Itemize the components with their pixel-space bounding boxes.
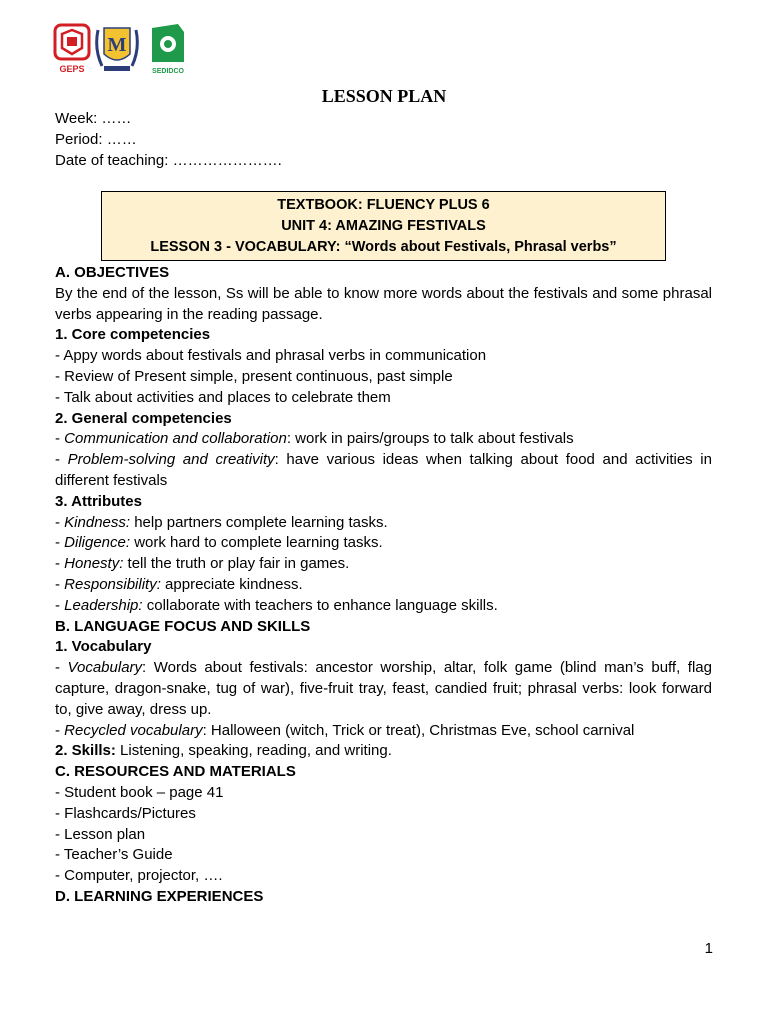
vocabulary-heading: 1. Vocabulary <box>55 638 152 656</box>
attribute-item: - Kindness: help partners complete learning tasks. <box>55 513 388 531</box>
attribute-item: - Responsibility: appreciate kindness. <box>55 575 303 593</box>
period-line: Period: …… <box>55 131 137 148</box>
resource-item: - Flashcards/Pictures <box>55 804 196 822</box>
resource-item: - Computer, projector, …. <box>55 867 223 885</box>
attribute-item: - Honesty: tell the truth or play fair in games. <box>55 555 350 573</box>
objectives-intro: By the end of the lesson, Ss will be able to know more words about the festivals and some phrasal verbs appearing in the reading passage. <box>55 284 712 323</box>
section-a-heading: A. OBJECTIVES <box>55 264 170 281</box>
attribute-item: - Leadership: collaborate with teachers to enhance language skills. <box>55 596 498 614</box>
sedidco-logo <box>148 22 188 76</box>
skills-line: 2. Skills: Listening, speaking, reading, and writing. <box>55 742 392 760</box>
textbook-header-box <box>101 191 666 261</box>
resource-item: - Student book – page 41 <box>55 783 224 801</box>
lesson-body <box>55 263 712 908</box>
core-competencies-heading: 1. Core competencies <box>55 326 211 344</box>
core-item: - Talk about activities and places to celebrate them <box>55 388 391 406</box>
core-item: - Review of Present simple, present continuous, past simple <box>55 367 453 385</box>
section-d-heading: D. LEARNING EXPERIENCES <box>55 887 264 905</box>
vocabulary-item: - Vocabulary: Words about festivals: ancestor worship, altar, folk game (blind man’s buff, flag capture, dragon-snake, tug of war), five-fruit tray, feast, candied fruit; phrasal verbs: look forward to, give away, dress up. <box>55 659 712 718</box>
page-number: 1 <box>704 940 713 957</box>
svg-text:GEPS: GEPS <box>59 64 85 74</box>
resource-item: - Lesson plan <box>55 825 146 843</box>
week-line: Week: …… <box>55 110 132 127</box>
section-c-heading: C. RESOURCES AND MATERIALS <box>55 763 296 781</box>
general-item: - Problem-solving and creativity: have various ideas when talking about food and activities in different festivals <box>55 451 712 489</box>
resource-item: - Teacher’s Guide <box>55 846 173 864</box>
svg-text:SEDIDCO: SEDIDCO <box>152 68 184 75</box>
m-crest-logo <box>92 22 142 76</box>
general-item: - Communication and collaboration: work in pairs/groups to talk about festivals <box>55 430 574 448</box>
attributes-heading: 3. Attributes <box>55 492 142 510</box>
lesson-line: LESSON 3 - VOCABULARY: “Words about Festivals, Phrasal verbs” <box>150 239 617 255</box>
general-competencies-heading: 2. General competencies <box>55 409 232 427</box>
logo-group <box>52 22 192 78</box>
vocabulary-item: - Recycled vocabulary: Halloween (witch, Trick or treat), Christmas Eve, school carnival <box>55 721 635 739</box>
textbook-line: TEXTBOOK: FLUENCY PLUS 6 <box>277 197 490 213</box>
attribute-item: - Diligence: work hard to complete learning tasks. <box>55 534 383 552</box>
svg-text:M: M <box>107 34 127 56</box>
section-b-heading: B. LANGUAGE FOCUS AND SKILLS <box>55 617 311 635</box>
date-line: Date of teaching: …………………. <box>55 152 282 169</box>
lesson-meta <box>55 108 282 171</box>
unit-line: UNIT 4: AMAZING FESTIVALS <box>281 218 486 234</box>
core-item: - Appy words about festivals and phrasal verbs in communication <box>55 347 487 365</box>
page-title: LESSON PLAN <box>321 86 447 106</box>
geps-logo <box>52 22 94 76</box>
